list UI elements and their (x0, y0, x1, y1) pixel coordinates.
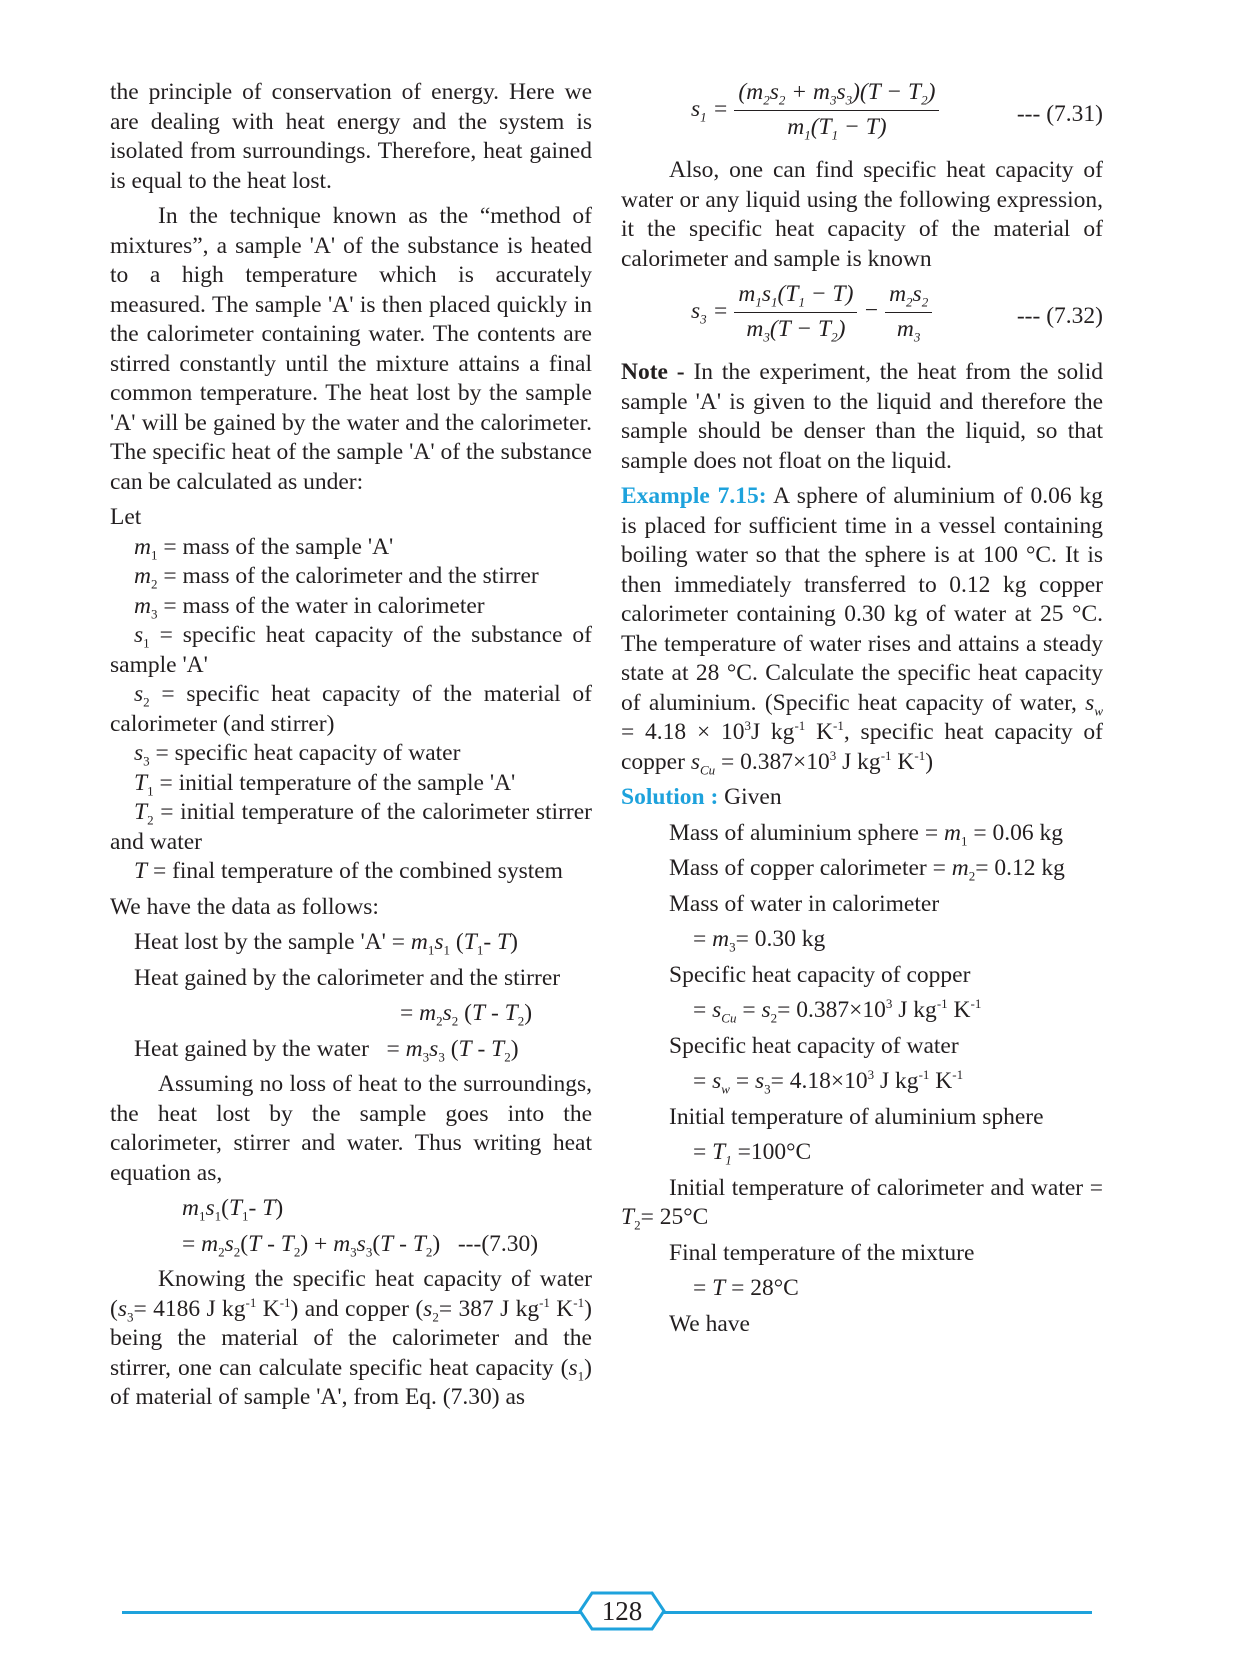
mass-aluminium: Mass of aluminium sphere = $m_1 = 0.06$ kg (669, 819, 1063, 849)
final-temp-label: Final temperature of the mixture (669, 1239, 975, 1266)
left-column (110, 78, 592, 1413)
definition-s1: $s_1$ = specific heat capacity of the substance of sample 'A' (110, 622, 592, 678)
equation-730-lhs: $m_1s_1(T_1-$ T) (182, 1195, 284, 1224)
heat-gained-water-line: Heat gained by the water = $m_3s_3$ $(T - T_2)$ (134, 1035, 519, 1065)
definition-s3: $s_3$ = specific heat capacity of water (134, 740, 461, 769)
solution-heading: Solution : Given (621, 784, 782, 810)
paragraph-method-of-mixtures: In the technique known as the “method of mixtures”, a sample 'A' of the substance is heated to a high temperature which is accurately measured. The sample 'A' is then placed quickly in the calorimeter containing water. The contents are stirred constantly until the mixture attains a final common temperature. The heat lost by the sample 'A' will be gained by the water and the calorimeter. The specific heat of the sample 'A' of the substance can be calculated as under: (110, 203, 592, 495)
specific-heat-water-value: = $s_w = s_3= 4.18\times 10^3$ J $kg^{-1}$ $K^{-1}$ (693, 1067, 964, 1097)
final-temp-value: = T = 28°C (693, 1275, 799, 1301)
page-number-badge (578, 1591, 666, 1631)
definition-t: T = final temperature of the combined system (134, 858, 563, 884)
initial-temp-aluminium-value: = $T_1 =100^\circ C$ (693, 1139, 812, 1168)
specific-heat-copper-value: = $s_{Cu} = s_2= 0.387\times 10^3$ J $kg^{-1}$ $K^{-1}$ (693, 996, 982, 1026)
heat-lost-line: Heat lost by the sample '$A' = m_1s_1$ ($T_1-$ T) (134, 929, 518, 958)
equation-732: $s_3$ = $\frac{m_1s_1(T_1 - T)}{m_3(T - T_2)}$ − $\frac{m_2s_2}{m_3}$ --- (7.32) (691, 281, 1103, 345)
definition-m3: $m_3$ = mass of the water in calorimeter (134, 592, 485, 622)
paragraph-assuming: Assuming no loss of heat to the surroundings, the heat lost by the sample goes into the calorimeter, stirrer and water. Thus writing heat equation as, (110, 1071, 592, 1186)
definition-t2: $T_2$ = initial temperature of the calorimeter stirrer and water (110, 799, 592, 855)
definition-t1: $T_1$ = initial temperature of the sample 'A' (134, 769, 516, 799)
footer-rule-right (662, 1611, 1092, 1614)
definition-m2: $m_2$ = mass of the calorimeter and the stirrer (134, 563, 539, 592)
equation-731: $s_1$ = $\frac{(m_2s_2 + m_3s_3)(T - T_2)}{m_1(T_1 - T)}$ --- (7.31) (691, 79, 1103, 143)
let-label: Let (110, 504, 142, 530)
heat-gained-calorimeter-expr: = $m_2s_2$ $(T - T_2)$ (400, 1000, 533, 1029)
specific-heat-water-label: Specific heat capacity of water (669, 1032, 959, 1059)
mass-copper: Mass of copper calorimeter = $m_2= 0.12$ kg (669, 855, 1065, 884)
data-intro: We have the data as follows: (110, 893, 379, 920)
right-column (621, 78, 1103, 1339)
definition-s2: $s_2$ = specific heat capacity of the material of calorimeter (and stirrer) (110, 681, 592, 737)
initial-temp-calorimeter: Initial temperature of calorimeter and water = $T_2= 25^\circ C$ (621, 1174, 1103, 1233)
example-paragraph: Example 7.15: A sphere of aluminium of 0.06 kg is placed for sufficient time in a vessel containing boiling water so that the sphere is at 100 °C. It is then immediately transferred to 0.12 kg copper calorimeter containing 0.30 kg of water at 25 °C. The temperature of water rises and attains a steady state at 28 °C. Calculate the specific heat capacity of aluminium. (Specific heat capacity of water, $s_w = 4.18 \times 10^3J$ $kg^{-1}$ $K^{-1}$, specific heat capacity of copper $s_{Cu} = 0.387\times 10^3$ J $kg^{-1}$ $K^{-1}$) (621, 483, 1104, 778)
equation-730-number: ---(7.30) (457, 1230, 539, 1257)
specific-heat-copper-label: Specific heat capacity of copper (669, 961, 971, 988)
paragraph-knowing: Knowing the specific heat capacity of water ($s_3= 4186$ J $kg^{-1}$ $K^{-1}$) and copper ($s_2= 387$ J $kg^{-1}$ $K^{-1}$) being the material of the calorimeter and the stirrer, one can calculate specific heat capacity $(s_1)$ of material of sample 'A', from Eq. (7.30) as (110, 1266, 592, 1410)
paragraph-also: Also, one can find specific heat capacity of water or any liquid using the following expression, it the specific heat capacity of the material of calorimeter and sample is known (621, 157, 1103, 272)
equation-732-number: --- (7.32) (1016, 303, 1103, 329)
definition-m1: $m_1$ = mass of the sample 'A' (134, 533, 394, 563)
mass-water-value: = $m_3= 0.30$ kg (693, 926, 826, 955)
note-paragraph: Note - In the experiment, the heat from the solid sample 'A' is given to the liquid and therefore the sample should be denser than the liquid, so that sample does not float on the liquid. (621, 359, 1103, 474)
solution-label: Solution : (621, 784, 719, 810)
example-label: Example 7.15: (621, 483, 767, 509)
heat-gained-calorimeter-line: Heat gained by the calorimeter and the stirrer (134, 964, 561, 991)
paragraph-intro: the principle of conservation of energy. Here we are dealing with heat energy and the system is isolated from surroundings. Therefore, heat gained is equal to the heat lost. (110, 79, 592, 194)
note-label: Note - (621, 359, 685, 385)
initial-temp-aluminium-label: Initial temperature of aluminium sphere (669, 1103, 1044, 1130)
equation-731-number: --- (7.31) (1016, 101, 1103, 127)
mass-water-label: Mass of water in calorimeter (669, 890, 940, 917)
we-have-label: We have (669, 1310, 750, 1337)
page-number: 128 (601, 1596, 643, 1626)
footer-rule-left (122, 1611, 582, 1614)
equation-730-rhs: = $m_2s_2(T - T_2) + m_3s_3(T - T_2)$ ---(7.30) (182, 1230, 539, 1260)
